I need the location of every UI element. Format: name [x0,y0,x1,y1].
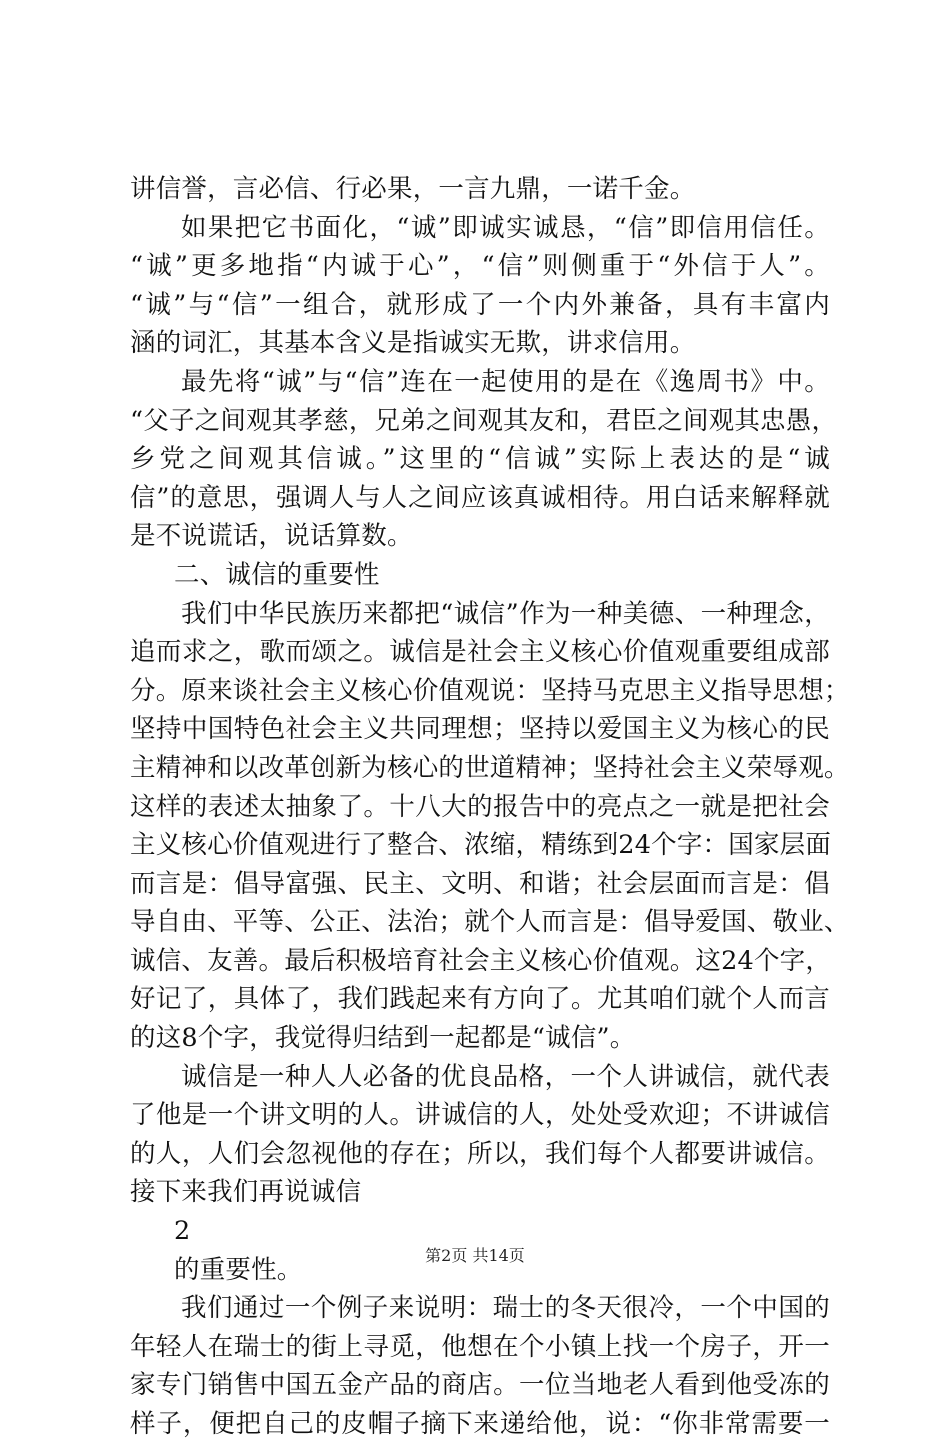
text-line: “诚”与“信”一组合，就形成了一个内外兼备，具有丰富内 [130,289,830,320]
text-line: 的这8个字，我觉得归结到一起都是“诚信”。 [130,1023,636,1054]
text-line: 追而求之，歌而颂之。诚信是社会主义核心价值观重要组成部 [130,637,830,668]
text-line: 年轻人在瑞士的街上寻觅，他想在个小镇上找一个房子，开一 [130,1331,830,1362]
text-line: 而言是：倡导富强、民主、文明、和谐；社会层面而言是：倡 [130,868,830,899]
text-line: 讲信誉，言必信、行必果，一言九鼎，一诺千金。 [130,174,696,204]
text-line: 样子，便把自己的皮帽子摘下来递给他，说：“你非常需要一 [130,1409,830,1439]
text-line: 好记了，具体了，我们践起来有方向了。尤其咱们就个人而言 [130,984,830,1015]
text-line: 接下来我们再说诚信 [130,1177,362,1208]
text-line: 诚信、友善。最后积极培育社会主义核心价值观。这24个字， [130,945,832,976]
text-line: 坚持中国特色社会主义共同理想；坚持以爱国主义为核心的民 [130,714,830,745]
text-line: 分。原来谈社会主义核心价值观说：坚持马克思主义指导思想； [130,675,850,706]
text-line: 乡党之间观其信诚。”这里的“信诚”实际上表达的是“诚 [130,444,830,475]
section-heading: 二、诚信的重要性 [174,559,380,590]
text-line: 导自由、平等、公正、法治；就个人而言是：倡导爱国、敬业、 [130,907,850,938]
text-line: 我们中华民族历来都把“诚信”作为一种美德、一种理念， [181,598,830,629]
text-line: 了他是一个讲文明的人。讲诚信的人，处处受欢迎；不讲诚信 [130,1100,830,1131]
text-line: 信”的意思，强调人与人之间应该真诚相待。用白话来解释就 [130,482,830,513]
text-line: 家专门销售中国五金产品的商店。一位当地老人看到他受冻的 [130,1370,830,1401]
page-number-inline: 2 [174,1216,191,1247]
text-line: 涵的词汇，其基本含义是指诚实无欺，讲求信用。 [130,328,696,359]
text-line: 这样的表述太抽象了。十八大的报告中的亮点之一就是把社会 [130,791,830,822]
text-line: 我们通过一个例子来说明：瑞士的冬天很冷，一个中国的 [181,1293,830,1324]
text-line: 最先将“诚”与“信”连在一起使用的是在《逸周书》中。 [181,366,830,397]
text-line: 的重要性。 [174,1254,303,1285]
text-line: 主义核心价值观进行了整合、浓缩，精练到24个字：国家层面 [130,830,832,861]
text-line: “父子之间观其孝慈，兄弟之间观其友和，君臣之间观其忠愚， [130,405,838,436]
text-line: 主精神和以改革创新为核心的世道精神；坚持社会主义荣辱观。 [130,752,850,783]
text-line: “诚”更多地指“内诚于心”，“信”则侧重于“外信于人”。 [130,251,830,282]
text-line: 诚信是一种人人必备的优良品格，一个人讲诚信，就代表 [181,1061,830,1092]
text-line: 是不说谎话，说话算数。 [130,521,413,552]
text-line: 的人，人们会忽视他的存在；所以，我们每个人都要讲诚信。 [130,1138,830,1169]
page-footer: 第2页 共14页 [425,1246,525,1265]
text-line: 如果把它书面化，“诚”即诚实诚恳，“信”即信用信任。 [181,212,830,243]
